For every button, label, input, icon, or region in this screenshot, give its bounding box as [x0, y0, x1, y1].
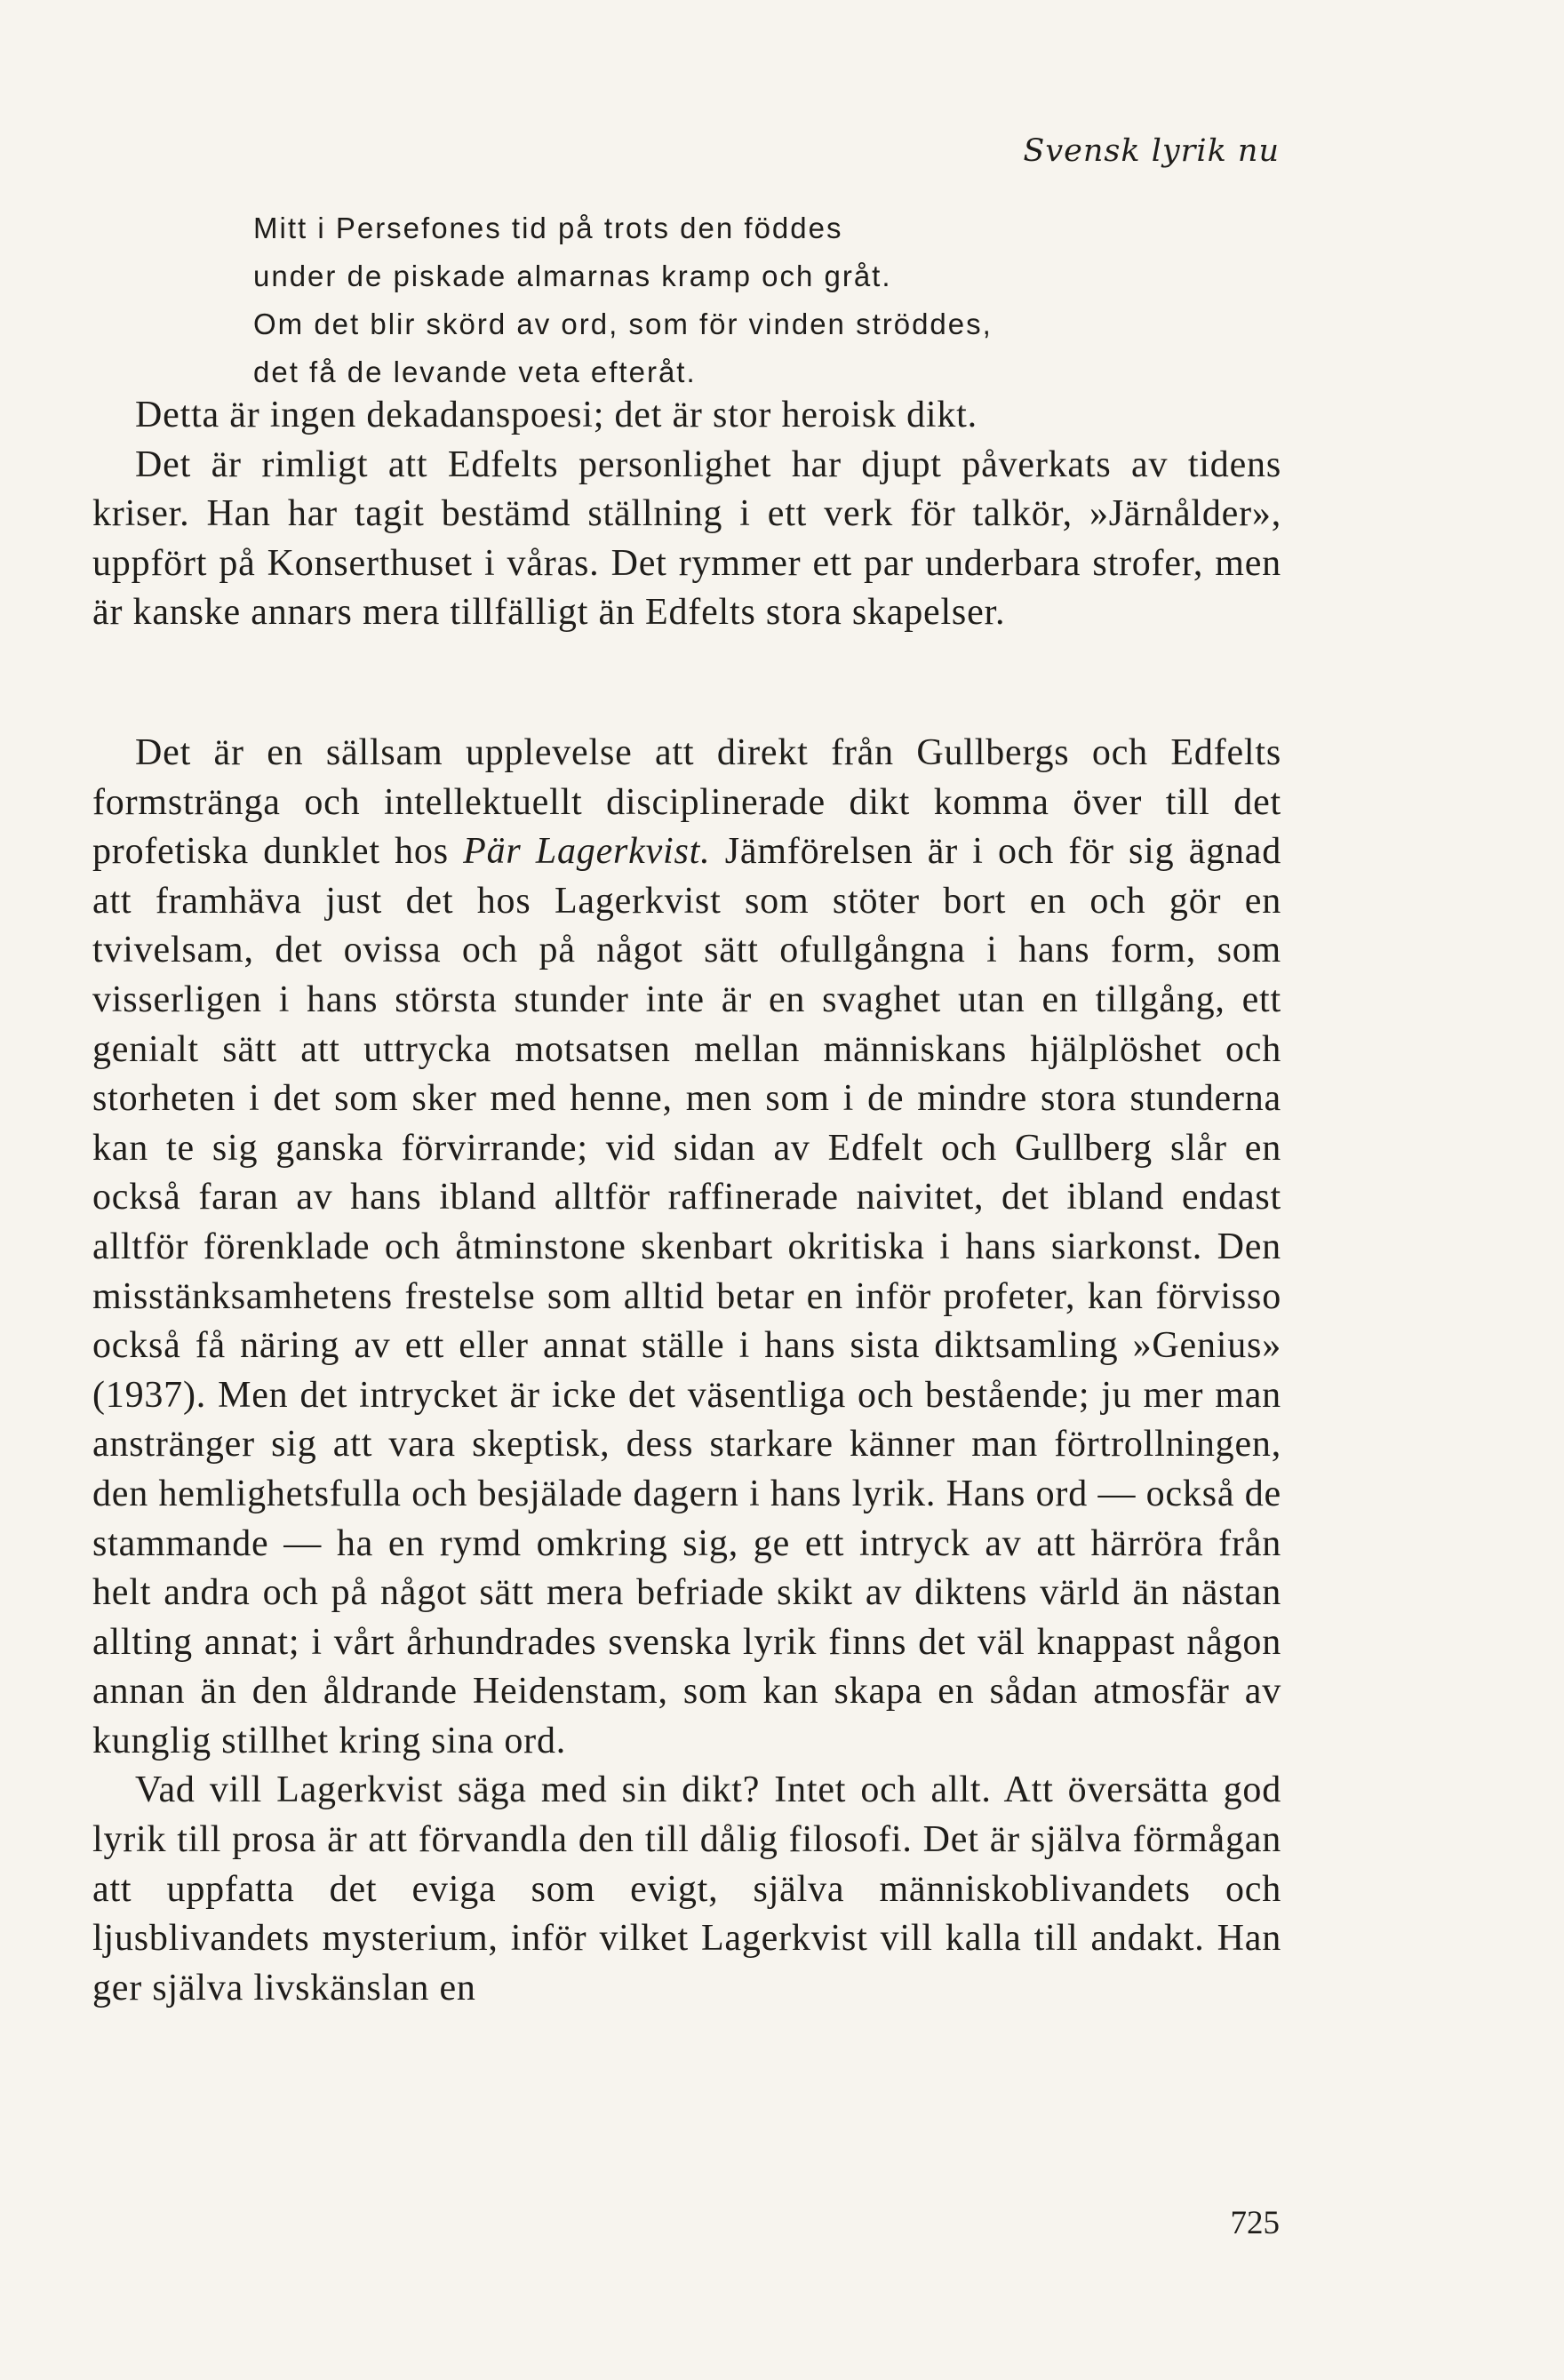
paragraph: Vad vill Lagerkvist säga med sin dikt? Intet och allt. Att översätta god lyrik till prosa är att förvandla den till dålig filosofi. Det är själva förmågan att uppfatta det eviga som evigt, själva människoblivandets och ljusblivandets mysterium, inför vilket Lagerkvist vill kalla till andakt. Han ger själva livskänslan en: [92, 1769, 1281, 2009]
page-number: 725: [1230, 2205, 1280, 2241]
poem-stanza: [253, 204, 1186, 396]
poem-line: under de piskade almarnas kramp och gråt.: [253, 260, 892, 292]
prose-block-lagerkvist: [92, 729, 1281, 2013]
poem-line: Mitt i Persefones tid på trots den föddes: [253, 212, 843, 244]
paragraph-text: Jämförelsen är i och för sig ägnad att framhäva just det hos Lagerkvist som stöter bort en och gör en tvivelsam, det ovissa och på något sätt ofullgångna i hans form, som visserligen i hans största stunder inte är en svaghet utan en tillgång, ett genialt sätt att uttrycka motsatsen mellan människans hjälplöshet och storheten i det som sker med henne, men som i de mindre stora stunderna kan te sig ganska förvirrande; vid sidan av Edfelt och Gullberg slår en också faran av hans ibland alltför raffinerade naivitet, det ibland endast alltför förenklade och åtminstone skenbart okritiska i hans siarkonst. Den misstänksamhetens frestelse som alltid betar en inför profeter, kan förvisso också få näring av ett eller annat ställe i hans sista diktsamling »Genius» (1937). Men det intrycket är icke det väsentliga och bestående; ju mer man anstränger sig att vara skeptisk, dess starkare känner man förtrollningen, den hemlighetsfulla och besjälade dagern i hans lyrik. Hans ord — också de stammande — ha en rymd omkring sig, ge ett intryck av att härröra från helt andra och på något sätt mera befriade skikt av diktens värld än nästan allting annat; i vårt århundrades svenska lyrik finns det väl knappast någon annan än den åldrande Heidenstam, som kan skapa en sådan atmosfär av kunglig stillhet kring sina ord.: [92, 831, 1282, 1761]
running-head: Svensk lyrik nu: [1023, 133, 1280, 169]
poem-line: det få de levande veta efteråt.: [253, 355, 697, 388]
poem-line: Om det blir skörd av ord, som för vinden ströddes,: [253, 307, 993, 340]
paragraph: [92, 729, 1281, 1766]
author-name: Pär Lagerkvist.: [463, 831, 711, 873]
paragraph-text: Det är en sällsam upplevelse att direkt från Gullbergs och Edfelts formstränga och intellektuellt disciplinerade dikt komma över till det profetiska dunklet hos: [92, 732, 1281, 873]
paragraph: Detta är ingen dekadanspoesi; det är stor heroisk dikt.: [135, 395, 978, 435]
paragraph: Det är rimligt att Edfelts personlighet har djupt påverkats av tidens kriser. Han har tagit bestämd ställning i ett verk för talkör, »Järnålder», uppfört på Konserthuset i våras. Det rymmer ett par underbara strofer, men är kanske annars mera tillfälligt än Edfelts stora skapelser.: [92, 443, 1281, 634]
prose-block-edfelt: [92, 391, 1281, 638]
